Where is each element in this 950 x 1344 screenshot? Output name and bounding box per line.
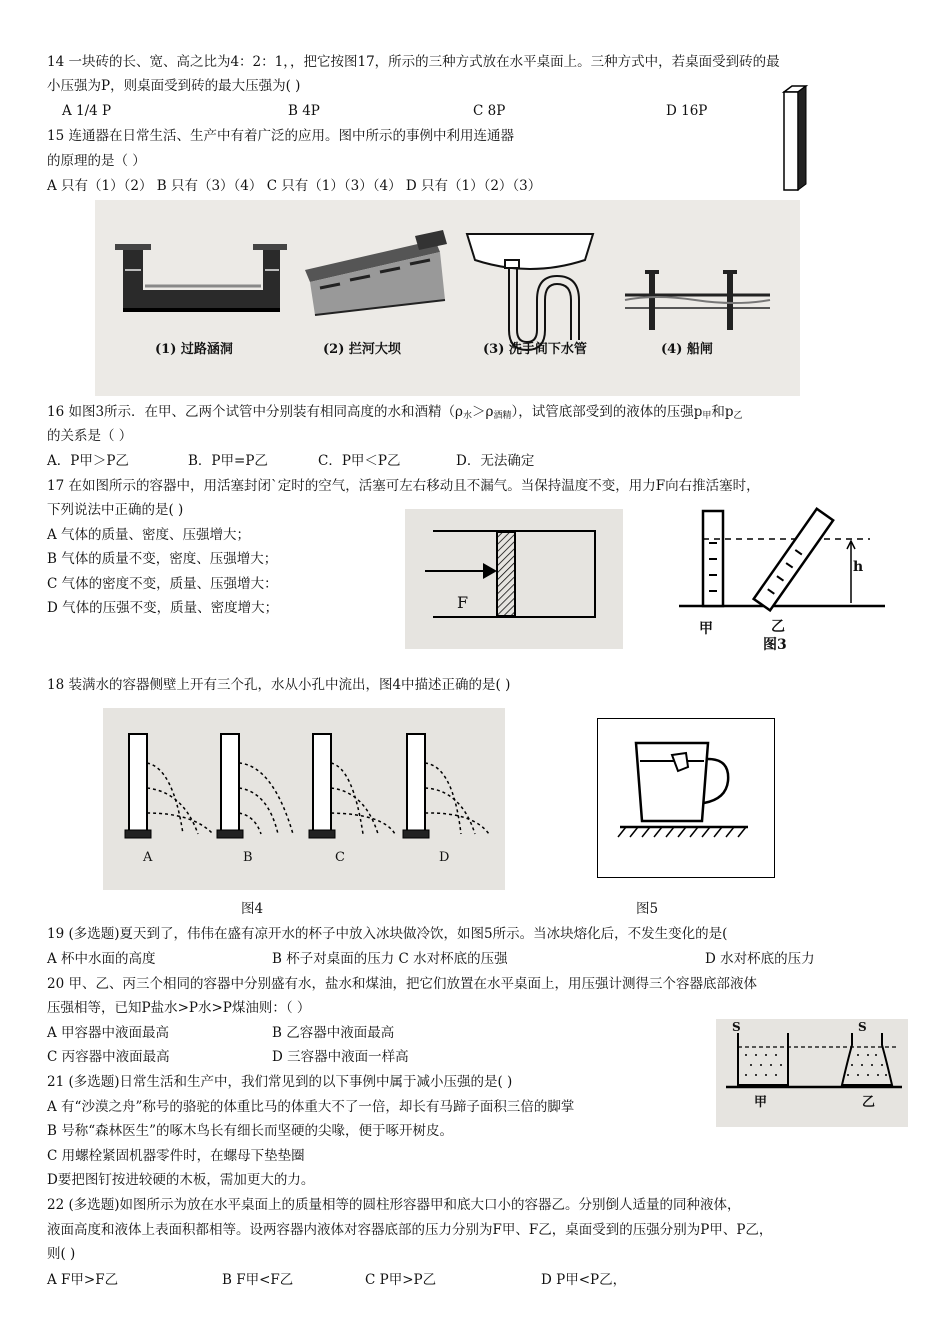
q22-option-d: D P甲<P乙，: [541, 1272, 627, 1288]
jet-d: [403, 734, 489, 838]
fig4-label-c: C: [335, 850, 345, 865]
containers-figure: [716, 1019, 908, 1127]
q19-option-d: D 水对杯底的压力: [705, 951, 815, 967]
connector-vessel-figure: [95, 200, 800, 396]
q15-options: A 只有（1）（2） B 只有（3）（4） C 只有（1）（3）（4） D 只有（1）（2）（3）: [47, 178, 542, 194]
q18-stem-line1: 18 装满水的容器侧壁上开有三个孔，水从小孔中流出，图4中描述正确的是( ): [47, 677, 511, 693]
q17-option-b: B 气体的质量不变，密度、压强增大；: [47, 551, 278, 567]
q14-stem-line1: 14 一块砖的长、宽、高之比为4：2：1，，把它按图17，所示的三种方式放在水平桌面上。三种方式中，若桌面受到砖的最: [47, 54, 780, 70]
q15-stem-line1: 15 连通器在日常生活、生产中有着广泛的应用。图中所示的事例中利用连通器: [47, 128, 514, 144]
q16-text-a: 16 如图3所示．在甲、乙两个试管中分别装有相同高度的水和酒精（ρ: [47, 404, 463, 420]
q16-option-d: D．无法确定: [456, 453, 535, 469]
q21-option-d: D要把图钉按进较硬的木板，需加更大的力。: [47, 1172, 315, 1188]
jet-a: [125, 734, 213, 838]
q21-option-b: B 号称“森林医生”的啄木鸟长有细长而坚硬的尖喙，便于啄开树皮。: [47, 1123, 454, 1139]
q20-stem-line1: 20 甲、乙、丙三个相同的容器中分别盛有水，盐水和煤油，把它们放置在水平桌面上，用压强计测得三个容器底部液体: [47, 976, 757, 992]
q16-sub-yi: 乙: [733, 411, 743, 421]
q22-stem-line2: 液面高度和液体上表面积都相等。设两容器内液体对容器底部的压力分别为F甲、F乙，桌面受到的压强分别为P甲、P乙，: [47, 1222, 773, 1238]
q22-option-b: B F甲<F乙: [222, 1272, 294, 1288]
fig5-caption: 图5: [636, 901, 659, 917]
q22-option-a: A F甲>F乙: [47, 1272, 119, 1288]
q20-option-a: A 甲容器中液面最高: [47, 1025, 170, 1041]
q16-option-c: C．P甲＜P乙: [318, 453, 401, 469]
dam-illustration: [305, 230, 447, 315]
q17-stem-line1: 17 在如图所示的容器中，用活塞封闭`定时的空气，活塞可左右移动且不漏气。当保持温度不变，用力F向右推活塞时，: [47, 478, 760, 494]
fig22-s2-label: S: [858, 1020, 867, 1034]
q17-option-c: C 气体的密度不变，质量、压强增大：: [47, 576, 278, 592]
q17-option-d: D 气体的压强不变，质量、密度增大；: [47, 600, 279, 616]
ship-lock-illustration: [625, 270, 770, 330]
q22-stem-line3: 则( ): [47, 1246, 76, 1262]
culvert-illustration: [115, 244, 287, 310]
piston-figure: [405, 509, 623, 649]
caption-sink: (3) 洗手间下水管: [483, 342, 587, 357]
q16-text-d: 和p: [711, 404, 734, 420]
q14-option-d: D 16P: [666, 103, 708, 119]
fig4-caption: 图4: [241, 901, 264, 917]
caption-dam: (2) 拦河大坝: [323, 342, 401, 357]
tube-yi-label: 乙: [771, 619, 785, 635]
q19-stem-line1: 19 (多选题)夏天到了，伟伟在盛有凉开水的杯子中放入冰块做冷饮，如图5所示。当冰块熔化后，不发生变化的是(: [47, 926, 728, 942]
q14-stem-line2: 小压强为P，则桌面受到砖的最大压强为( ): [47, 78, 301, 94]
fig4-label-d: D: [439, 850, 450, 865]
q14-option-b: B 4P: [288, 103, 320, 119]
q22-option-c: C P甲>P乙: [365, 1272, 437, 1288]
q16-text-c: ），试管底部受到的液体的压强p: [511, 404, 703, 420]
q17-stem-line2: 下列说法中正确的是( ): [47, 502, 184, 518]
cup-figure: [597, 718, 775, 878]
caption-lock: (4) 船闸: [661, 342, 713, 357]
q19-option-a: A 杯中水面的高度: [47, 951, 156, 967]
force-label: F: [457, 593, 469, 612]
fig22-s1-label: S: [732, 1020, 741, 1034]
test-tubes-figure: [675, 505, 895, 665]
caption-culvert: (1) 过路涵洞: [155, 342, 233, 357]
q21-option-a: A 有“沙漠之舟”称号的骆驼的体重比马的体重大不了一倍，却长有马蹄子面积三倍的脚掌: [47, 1099, 575, 1115]
water-jet-figure: [103, 708, 505, 890]
q20-option-c: C 丙容器中液面最高: [47, 1049, 170, 1065]
fig4-label-b: B: [243, 850, 253, 865]
sink-trap-illustration: [467, 234, 593, 350]
q14-option-a: A 1/4 P: [62, 103, 112, 119]
q16-sub-water: 水: [463, 411, 473, 421]
q20-stem-line2: 压强相等，已知P盐水>P水>P煤油则：（ ）: [47, 1000, 311, 1016]
q20-option-d: D 三容器中液面一样高: [272, 1049, 409, 1065]
fig4-label-a: A: [143, 850, 153, 865]
jet-b: [217, 734, 293, 838]
q16-stem-line2: 的关系是（ ）: [47, 428, 133, 444]
q16-text-b: ＞ρ: [472, 404, 494, 420]
q17-option-a: A 气体的质量、密度、压强增大；: [47, 527, 251, 543]
q22-stem-line1: 22 (多选题)如图所示为放在水平桌面上的质量相等的圆柱形容器甲和底大口小的容器乙。分别倒人适量的同种液体，: [47, 1197, 741, 1213]
q14-option-c: C 8P: [473, 103, 506, 119]
fig22-jia-label: 甲: [754, 1095, 768, 1110]
q16-stem-line1: [47, 402, 743, 426]
q19-option-bc: B 杯子对桌面的压力 C 水对杯底的压强: [272, 951, 508, 967]
q16-option-a: A．P甲＞P乙: [47, 453, 129, 469]
jet-c: [309, 734, 395, 838]
q16-sub-jia: 甲: [702, 411, 712, 421]
height-label: h: [853, 559, 864, 575]
q20-option-b: B 乙容器中液面最高: [272, 1025, 395, 1041]
q16-sub-alcohol: 酒精: [493, 411, 512, 421]
q21-option-c: C 用螺栓紧固机器零件时，在螺母下垫垫圈: [47, 1148, 305, 1164]
q15-stem-line2: 的原理的是（ ）: [47, 153, 146, 169]
q21-stem-line1: 21 (多选题)日常生活和生产中，我们常见到的以下事例中属于减小压强的是( ): [47, 1074, 513, 1090]
fig3-title: 图3: [763, 637, 787, 653]
brick-figure: [780, 84, 810, 192]
tube-jia-label: 甲: [699, 621, 713, 637]
q16-option-b: B．P甲=P乙: [188, 453, 268, 469]
fig22-yi-label: 乙: [862, 1095, 876, 1110]
